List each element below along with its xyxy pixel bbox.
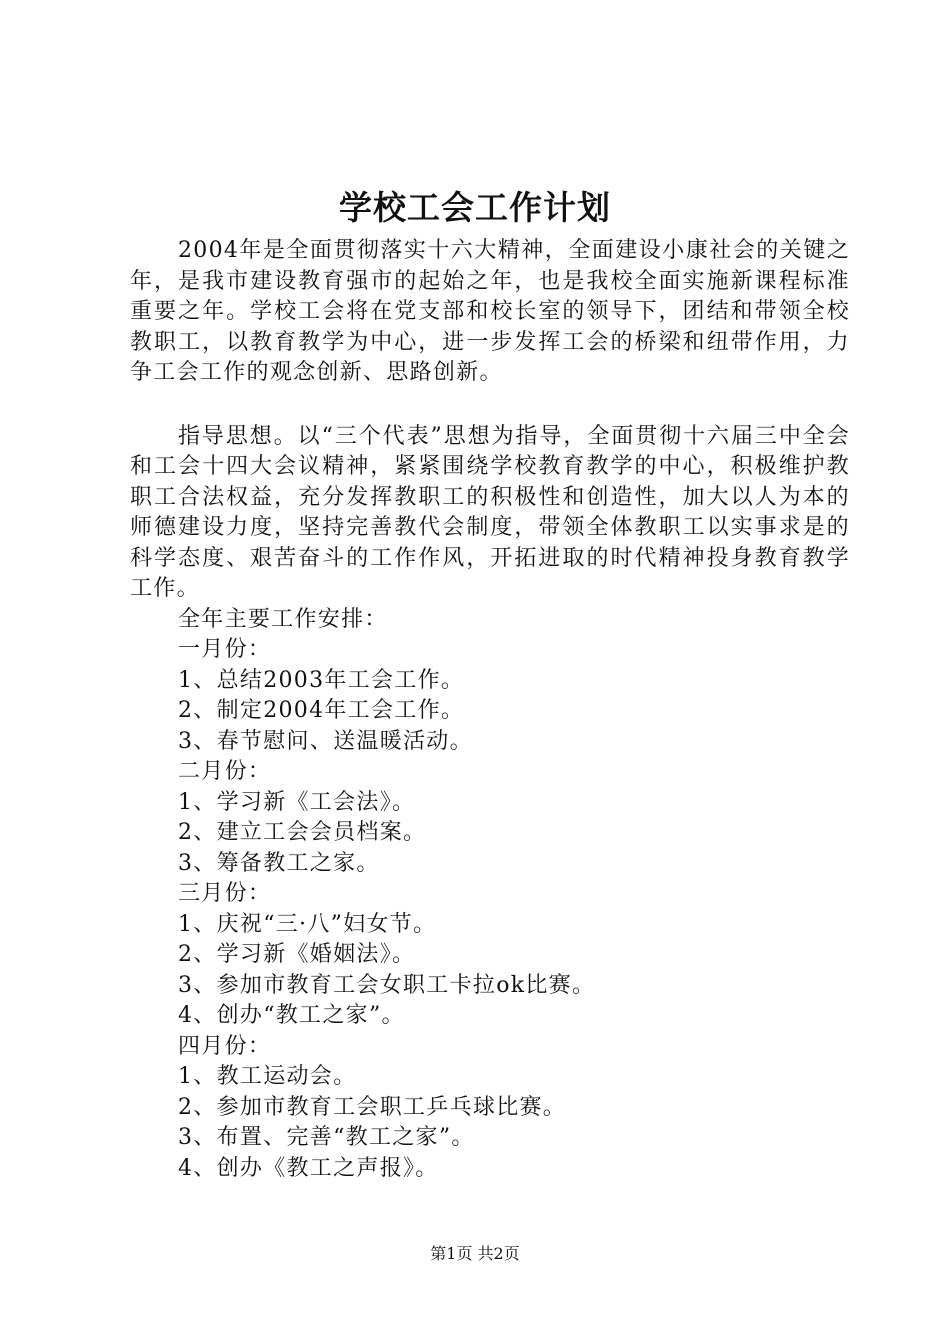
paragraph-spacer — [130, 389, 850, 422]
month-heading: 一月份： — [178, 637, 272, 662]
list-item: 1、庆祝“三·八”妇女节。 — [178, 911, 437, 937]
list-item: 3、参加市教育工会女职工卡拉ok比赛。 — [178, 972, 596, 998]
list-item: 1、教工运动会。 — [178, 1064, 357, 1089]
month-heading: 四月份： — [178, 1033, 272, 1059]
list-item: 3、布置、完善“教工之家”。 — [178, 1125, 475, 1150]
month-section-january — [130, 635, 850, 757]
schedule-heading: 全年主要工作安排： — [178, 606, 388, 632]
list-item: 2、建立工会会员档案。 — [178, 820, 427, 845]
month-section-april — [130, 1032, 850, 1185]
month-heading: 二月份： — [178, 759, 272, 784]
guiding-paragraph: 指导思想。以“三个代表”思想为指导，全面贯彻十六届三中全会和工会十四大会议精神，紧紧围绕学校教育教学的中心，积极维护教职工合法权益，充分发挥教职工的积极性和创造性，加大以人为本的师德建设力度，坚持完善教代会制度，带领全体教职工以实事求是的科学态度、艰苦奋斗的工作作风，开拓进取的时代精神投身教育教学工作。 — [130, 423, 850, 601]
list-item: 4、创办《教工之声报》。 — [178, 1155, 439, 1181]
list-item: 2、参加市教育工会职工乒乓球比赛。 — [178, 1094, 567, 1120]
list-item: 3、春节慰问、送温暖活动。 — [178, 728, 473, 754]
document-body — [130, 236, 850, 1184]
month-heading: 三月份： — [178, 881, 272, 906]
list-item: 1、学习新《工会法》。 — [178, 789, 416, 815]
document-title: 学校工会工作计划 — [339, 188, 611, 227]
page-footer: 第1页 共2页 — [430, 1244, 520, 1263]
list-item: 1、总结2003年工会工作。 — [178, 667, 465, 693]
list-item: 2、学习新《婚姻法》。 — [178, 942, 416, 967]
list-item: 3、筹备教工之家。 — [178, 850, 380, 876]
intro-paragraph: 2004年是全面贯彻落实十六大精神，全面建设小康社会的关键之年，是我市建设教育强市的起始之年，也是我校全面实施新课程标准重要之年。学校工会将在党支部和校长室的领导下，团结和带领全校教职工，以教育教学为中心，进一步发挥工会的桥梁和纽带作用，力争工会工作的观念创新、思路创新。 — [130, 238, 850, 385]
month-section-february — [130, 757, 850, 879]
list-item: 4、创办“教工之家”。 — [178, 1003, 405, 1028]
month-section-march — [130, 879, 850, 1032]
list-item: 2、制定2004年工会工作。 — [178, 698, 465, 723]
